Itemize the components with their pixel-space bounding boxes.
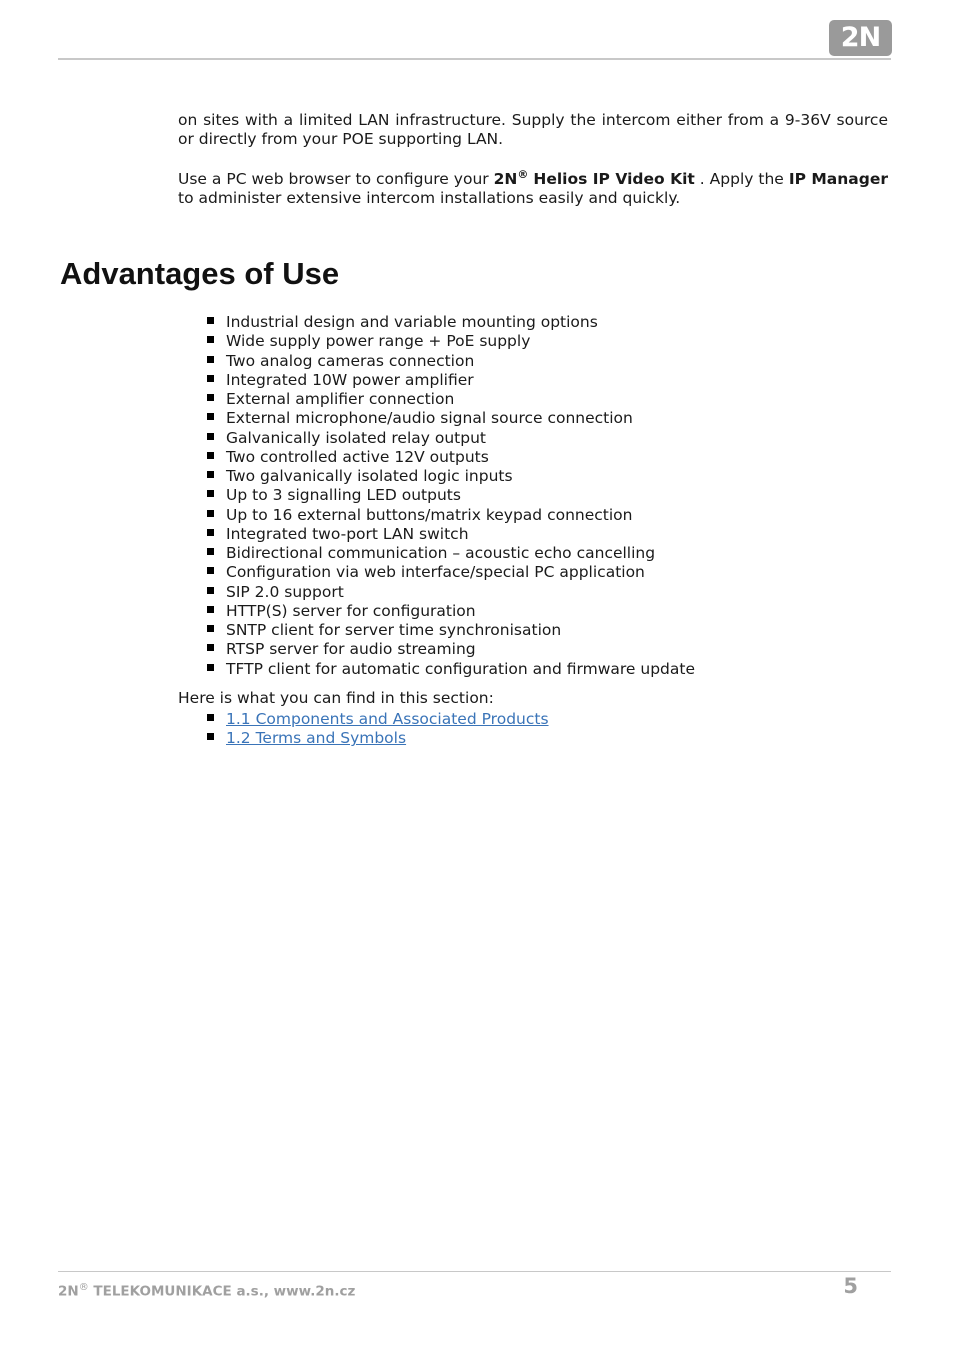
advantage-text: TFTP client for automatic configuration and firmware update bbox=[226, 659, 695, 678]
bullet-square-icon bbox=[207, 490, 214, 497]
bullet-square-icon bbox=[207, 317, 214, 324]
bullet-square-icon bbox=[207, 548, 214, 555]
advantage-item bbox=[206, 448, 695, 467]
advantage-text: Two galvanically isolated logic inputs bbox=[226, 467, 513, 485]
advantage-item bbox=[206, 486, 695, 505]
advantage-item bbox=[206, 352, 695, 371]
advantage-text: HTTP(S) server for configuration bbox=[226, 601, 476, 620]
section-link[interactable]: 1.1 Components and Associated Products bbox=[226, 710, 549, 728]
bullet-square-icon bbox=[207, 644, 214, 651]
bullet-square-icon bbox=[207, 413, 214, 420]
p2-tool: IP Manager bbox=[788, 170, 889, 188]
advantage-item bbox=[206, 640, 695, 659]
bullet-square-icon bbox=[207, 587, 214, 594]
advantage-item bbox=[206, 409, 695, 428]
bullet-square-icon bbox=[207, 606, 214, 613]
advantage-text: Galvanically isolated relay output bbox=[226, 428, 486, 447]
page-number: 5 bbox=[843, 1274, 858, 1298]
bullet-square-icon bbox=[207, 510, 214, 517]
advantage-item bbox=[206, 563, 695, 582]
advantage-item bbox=[206, 506, 695, 525]
intro-paragraph-1: on sites with a limited LAN infrastructure. Supply the intercom either from a 9-36V source or directly from your POE supporting LAN. bbox=[178, 111, 888, 148]
p2-brand: 2N® bbox=[493, 167, 529, 188]
advantage-item bbox=[206, 583, 695, 602]
p2-mid: . Apply the bbox=[699, 170, 784, 188]
advantage-text: Industrial design and variable mounting options bbox=[226, 313, 598, 331]
bullet-square-icon bbox=[207, 452, 214, 459]
p2-product: Helios IP Video Kit bbox=[533, 170, 695, 188]
advantage-text: Integrated 10W power amplifier bbox=[226, 370, 474, 389]
bullet-square-icon bbox=[207, 625, 214, 632]
advantage-text: Up to 16 external buttons/matrix keypad connection bbox=[226, 505, 633, 524]
advantage-text: Bidirectional communication – acoustic echo cancelling bbox=[226, 544, 656, 562]
bullet-square-icon bbox=[207, 356, 214, 363]
advantage-item bbox=[206, 602, 695, 621]
section-link[interactable]: 1.2 Terms and Symbols bbox=[226, 729, 407, 748]
advantage-item bbox=[206, 371, 695, 390]
advantage-text: Integrated two-port LAN switch bbox=[226, 524, 469, 543]
advantage-item bbox=[206, 660, 695, 679]
section-link-item bbox=[206, 710, 549, 729]
brand-logo: 2N bbox=[829, 20, 892, 56]
p2-tail: to administer extensive intercom installations easily and quickly. bbox=[178, 189, 681, 207]
advantage-text: Configuration via web interface/special PC application bbox=[226, 563, 645, 582]
bullet-square-icon bbox=[207, 567, 214, 574]
advantage-item bbox=[206, 621, 695, 640]
bullet-square-icon bbox=[207, 433, 214, 440]
advantage-item bbox=[206, 525, 695, 544]
bullet-square-icon bbox=[207, 336, 214, 343]
footer-divider bbox=[58, 1271, 891, 1272]
advantage-item bbox=[206, 467, 695, 486]
advantage-text: Two analog cameras connection bbox=[226, 351, 475, 370]
advantage-text: Two controlled active 12V outputs bbox=[226, 447, 489, 466]
advantage-text: Up to 3 signalling LED outputs bbox=[226, 486, 461, 505]
advantage-text: Wide supply power range + PoE supply bbox=[226, 332, 531, 351]
header-divider bbox=[58, 58, 891, 60]
advantage-item bbox=[206, 544, 695, 563]
section-title: Advantages of Use bbox=[60, 256, 340, 291]
section-links-list bbox=[206, 710, 549, 749]
advantage-text: External microphone/audio signal source connection bbox=[226, 409, 633, 428]
bullet-square-icon bbox=[207, 664, 214, 671]
advantage-text: RTSP server for audio streaming bbox=[226, 640, 476, 659]
bullet-square-icon bbox=[207, 394, 214, 401]
p2-lead: Use a PC web browser to configure your bbox=[178, 170, 489, 188]
bullet-square-icon bbox=[207, 529, 214, 536]
advantages-list bbox=[206, 313, 695, 679]
bullet-square-icon bbox=[207, 733, 214, 740]
advantage-item bbox=[206, 429, 695, 448]
bullet-square-icon bbox=[207, 471, 214, 478]
advantage-text: External amplifier connection bbox=[226, 390, 455, 408]
section-link-item bbox=[206, 729, 549, 748]
advantage-item bbox=[206, 313, 695, 332]
intro-paragraph-2 bbox=[178, 167, 889, 208]
advantage-item bbox=[206, 390, 695, 409]
bullet-square-icon bbox=[207, 375, 214, 382]
footer-company: 2N® TELEKOMUNIKACE a.s., www.2n.cz bbox=[58, 1282, 356, 1300]
bullet-square-icon bbox=[207, 714, 214, 721]
advantage-text: SIP 2.0 support bbox=[226, 582, 344, 601]
section-contents-intro: Here is what you can find in this section: bbox=[178, 689, 494, 707]
advantage-item bbox=[206, 332, 695, 351]
advantage-text: SNTP client for server time synchronisation bbox=[226, 621, 562, 639]
